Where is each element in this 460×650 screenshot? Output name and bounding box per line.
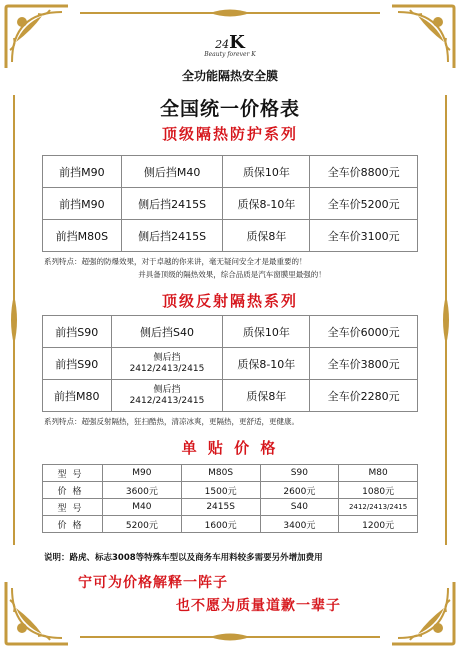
table-cell: 质保10年 <box>223 156 310 188</box>
table-cell: 2415S <box>181 499 260 516</box>
table-cell: 前挡M90 <box>43 156 122 188</box>
section-title-reflective: 顶级反射隔热系列 <box>161 292 298 310</box>
table-row <box>43 465 418 482</box>
row-label: 价格 <box>43 482 103 499</box>
heat-protection-table <box>42 155 418 252</box>
table-cell: 前挡M80 <box>43 380 112 412</box>
section2-note: 系列特点：超强反射隔热，狂扫酷热，清凉冰爽，更隔热，更舒适，更健康。 <box>44 417 299 426</box>
table-cell: 1500元 <box>181 482 260 499</box>
table-row <box>43 348 418 380</box>
section1-note-line1: 系列特点：超强的防爆效果，对于卓越的你来讲，毫无疑问安全才是最重要的！ <box>44 257 307 266</box>
row-label: 价格 <box>43 516 103 533</box>
table-row <box>43 482 418 499</box>
table-cell: 前挡S90 <box>43 348 112 380</box>
table-row <box>43 156 418 188</box>
section-title-heat-protection: 顶级隔热防护系列 <box>161 125 298 143</box>
table-cell: 全车价5200元 <box>310 188 418 220</box>
gold-side-border-icon <box>8 95 20 545</box>
table-cell: S40 <box>260 499 339 516</box>
single-price-table <box>42 464 418 533</box>
table-cell: 前挡M90 <box>43 188 122 220</box>
table-cell: 质保8年 <box>223 380 310 412</box>
table-cell: M80S <box>181 465 260 482</box>
table-cell: M90 <box>103 465 182 482</box>
section-title-single-price: 单 贴 价 格 <box>181 439 279 457</box>
reflective-table <box>42 315 418 412</box>
table-cell: 2600元 <box>260 482 339 499</box>
table-row <box>43 220 418 252</box>
table-cell: M40 <box>103 499 182 516</box>
gold-bottom-border-icon <box>80 632 380 642</box>
table-cell: 侧后挡2415S <box>121 188 223 220</box>
table-cell: 5200元 <box>103 516 182 533</box>
brand-name: 全功能隔热安全膜 <box>181 69 278 83</box>
brand-logo <box>0 32 460 58</box>
row-label: 型号 <box>43 499 103 516</box>
table-cell: 全车价3800元 <box>310 348 418 380</box>
slogan-line2: 也不愿为质量道歉一辈子 <box>176 598 341 614</box>
table-cell: 质保10年 <box>223 316 310 348</box>
logo-letter: K <box>229 32 245 53</box>
table-cell: M80 <box>339 465 418 482</box>
table-cell: 前挡S90 <box>43 316 112 348</box>
table-cell: 侧后挡 2412/2413/2415 <box>111 380 223 412</box>
table-row <box>43 188 418 220</box>
table-cell: 全车价6000元 <box>310 316 418 348</box>
table-row <box>43 316 418 348</box>
page-title: 全国统一价格表 <box>159 98 300 120</box>
table-cell: 1200元 <box>339 516 418 533</box>
table-cell: 侧后挡2415S <box>121 220 223 252</box>
table-cell: 质保8-10年 <box>223 188 310 220</box>
table-cell: 侧后挡S40 <box>111 316 223 348</box>
logo-number: 24 <box>215 38 230 51</box>
table-cell: 1600元 <box>181 516 260 533</box>
table-cell: 3400元 <box>260 516 339 533</box>
table-cell: 侧后挡 2412/2413/2415 <box>111 348 223 380</box>
table-cell: 全车价2280元 <box>310 380 418 412</box>
gold-corner-ornament-icon <box>388 578 458 648</box>
table-cell: 侧后挡M40 <box>121 156 223 188</box>
table-cell: 前挡M80S <box>43 220 122 252</box>
gold-corner-ornament-icon <box>2 578 72 648</box>
table-cell: S90 <box>260 465 339 482</box>
table-cell: 全车价8800元 <box>310 156 418 188</box>
table-cell: 质保8年 <box>223 220 310 252</box>
section1-note-line2: 并具备顶级的隔热效果，综合品质是汽车窗膜里最强的！ <box>138 270 326 279</box>
footer-explanation: 说明：路虎、标志3008等特殊车型以及商务车用料较多需要另外增加费用 <box>44 553 323 563</box>
gold-top-border-icon <box>80 8 380 18</box>
table-row <box>43 380 418 412</box>
table-row <box>43 499 418 516</box>
row-label: 型号 <box>43 465 103 482</box>
table-cell: 1080元 <box>339 482 418 499</box>
gold-side-border-icon <box>440 95 452 545</box>
table-row <box>43 516 418 533</box>
table-cell: 3600元 <box>103 482 182 499</box>
table-cell: 全车价3100元 <box>310 220 418 252</box>
slogan-line1: 宁可为价格解释一阵子 <box>78 575 228 591</box>
table-cell: 2412/2413/2415 <box>339 499 418 516</box>
logo-tagline: Beauty forever K <box>204 51 256 58</box>
table-cell: 质保8-10年 <box>223 348 310 380</box>
